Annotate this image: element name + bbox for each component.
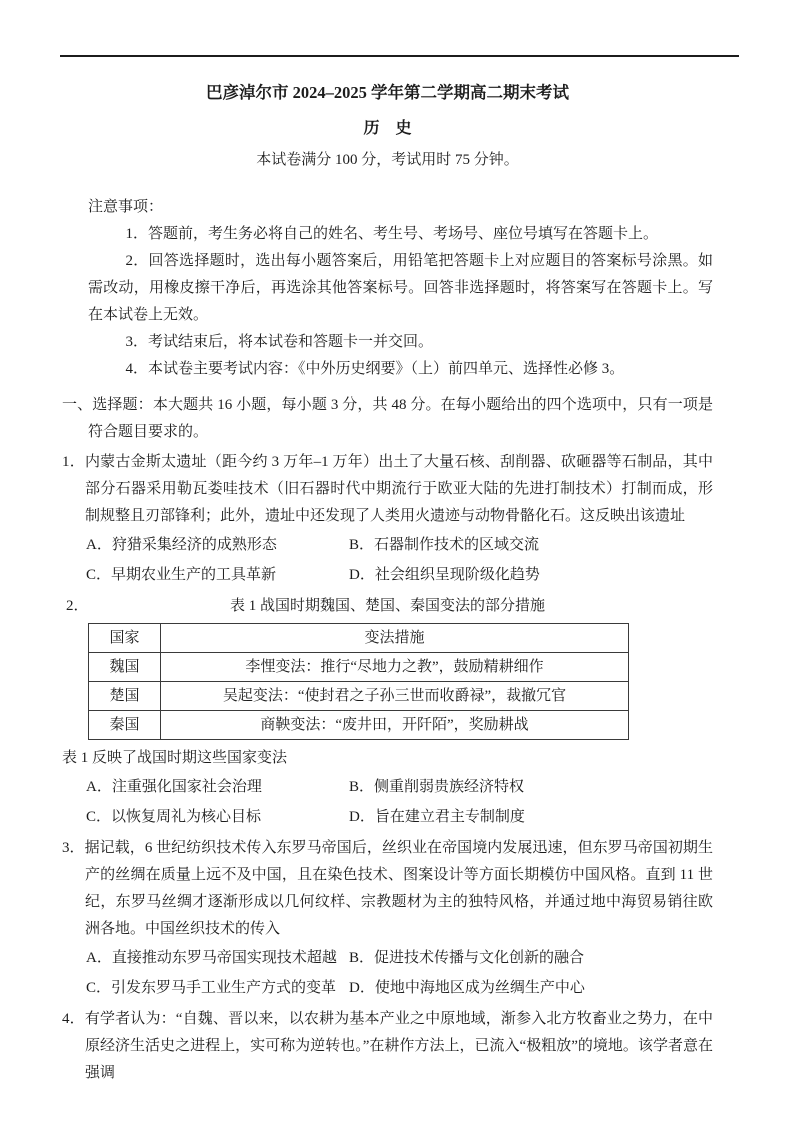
question-3-text: 据记载，6 世纪纺织技术传入东罗马帝国后，丝织业在帝国境内发展迅速，但东罗马帝国初期生产的丝绸在质量上远不及中国，且在染色技术、图案设计等方面长期模仿中国风格。直到 11 世纪，东罗马丝绸才逐渐形成以几何纹样、宗教题材为主的独特风格，并通过地中海贸易销往欧洲各地。中国丝织技术的传入: [84, 840, 713, 937]
question-1-options: [62, 532, 713, 589]
table-1-header-measures: 变法措施: [161, 624, 629, 653]
table-1-row-chu: [89, 682, 629, 711]
notice-item-4: 4．本试卷主要考试内容：《中外历史纲要》（上）前四单元、选择性必修 3。: [125, 361, 625, 377]
notice-item-3: 3．考试结束后，将本试卷和答题卡一并交回。: [125, 334, 434, 350]
question-2-option-b: B．侧重削弱贵族经济特权: [349, 779, 525, 795]
question-3-options: [62, 945, 713, 1002]
question-2-options: [62, 774, 713, 831]
table-cell-country: 楚国: [89, 682, 161, 711]
question-1-number: 1．: [62, 454, 85, 470]
table-1: [88, 623, 629, 740]
exam-header: [62, 79, 713, 174]
question-2-number: 2．: [66, 598, 89, 614]
notices-heading: 注意事项：: [88, 199, 164, 215]
table-1-row-qin: [89, 711, 629, 740]
question-1-option-b: B．石器制作技术的区域交流: [349, 537, 540, 553]
table-1-header-row: [89, 624, 629, 653]
question-2-option-a: A．注重强化国家社会治理: [86, 779, 262, 795]
question-3-option-d: D．使地中海地区成为丝绸生产中心: [349, 980, 585, 996]
section-heading: 一、选择题：本大题共 16 小题，每小题 3 分，共 48 分。在每小题给出的四个选项中，只有一项是符合题目要求的。: [62, 397, 713, 440]
table-cell-country: 魏国: [89, 653, 161, 682]
question-3-stem: [62, 835, 713, 943]
table-cell-measure: 李悝变法：推行“尽地力之教”，鼓励精耕细作: [161, 653, 629, 682]
question-1-stem: [62, 449, 713, 530]
subject-title: 历 史: [363, 120, 412, 137]
question-2-option-d: D．旨在建立君主专制制度: [349, 809, 525, 825]
top-rule: [60, 55, 739, 57]
exam-info: 本试卷满分 100 分，考试用时 75 分钟。: [256, 152, 519, 168]
table-1-title: 表 1 战国时期魏国、楚国、秦国变法的部分措施: [229, 598, 545, 614]
question-2-option-c: C．以恢复周礼为核心目标: [86, 809, 262, 825]
table-1-header-country: 国家: [89, 624, 161, 653]
question-2-header: [62, 593, 713, 620]
question-4-text: 有学者认为：“自魏、晋以来，以农耕为基本产业之中原地域，渐参入北方牧畜业之势力，在中原经济生活史之进程上，实可称为逆转也。”在耕作方法上，已流入“极粗放”的境地。该学者意在强调: [84, 1011, 713, 1081]
notices-section: [88, 194, 713, 383]
notice-item-1: 1．答题前，考生务必将自己的姓名、考生号、考场号、座位号填写在答题卡上。: [125, 226, 659, 242]
question-2: [62, 593, 713, 831]
exam-title: 巴彦淖尔市 2024–2025 学年第二学期高二期末考试: [206, 83, 569, 102]
question-1-option-c: C．早期农业生产的工具革新: [86, 567, 277, 583]
question-3-number: 3．: [62, 840, 85, 856]
table-cell-country: 秦国: [89, 711, 161, 740]
table-cell-measure: 吴起变法：“使封君之子孙三世而收爵禄”，裁撤冗官: [161, 682, 629, 711]
question-3: [62, 835, 713, 1002]
question-1-option-d: D．社会组织呈现阶级化趋势: [349, 567, 540, 583]
question-4: [62, 1006, 713, 1087]
question-1-option-a: A．狩猎采集经济的成熟形态: [86, 537, 277, 553]
table-1-row-wei: [89, 653, 629, 682]
table-cell-measure: 商鞅变法：“废井田，开阡陌”，奖励耕战: [161, 711, 629, 740]
notice-item-2: 2．回答选择题时，选出每小题答案后，用铅笔把答题卡上对应题目的答案标号涂黑。如需改动，用橡皮擦干净后，再选涂其他答案标号。回答非选择题时，将答案写在答题卡上。写在本试卷上无效。: [88, 253, 713, 323]
question-3-option-c: C．引发东罗马手工业生产方式的变革: [86, 980, 337, 996]
question-1-text: 内蒙古金斯太遗址（距今约 3 万年–1 万年）出土了大量石核、刮削器、砍砸器等石制品，其中部分石器采用勒瓦娄哇技术（旧石器时代中期流行于欧亚大陆的先进打制技术）打制而成，形制规整且刃部锋利；此外，遗址中还发现了人类用火遗迹与动物骨骼化石。这反映出该遗址: [84, 454, 713, 524]
question-3-option-b: B．促进技术传播与文化创新的融合: [349, 950, 585, 966]
question-1: [62, 449, 713, 589]
question-2-prompt: 表 1 反映了战国时期这些国家变法: [62, 750, 288, 766]
question-3-option-a: A．直接推动东罗马帝国实现技术超越: [86, 950, 337, 966]
question-4-number: 4．: [62, 1011, 85, 1027]
question-4-stem: [62, 1006, 713, 1087]
